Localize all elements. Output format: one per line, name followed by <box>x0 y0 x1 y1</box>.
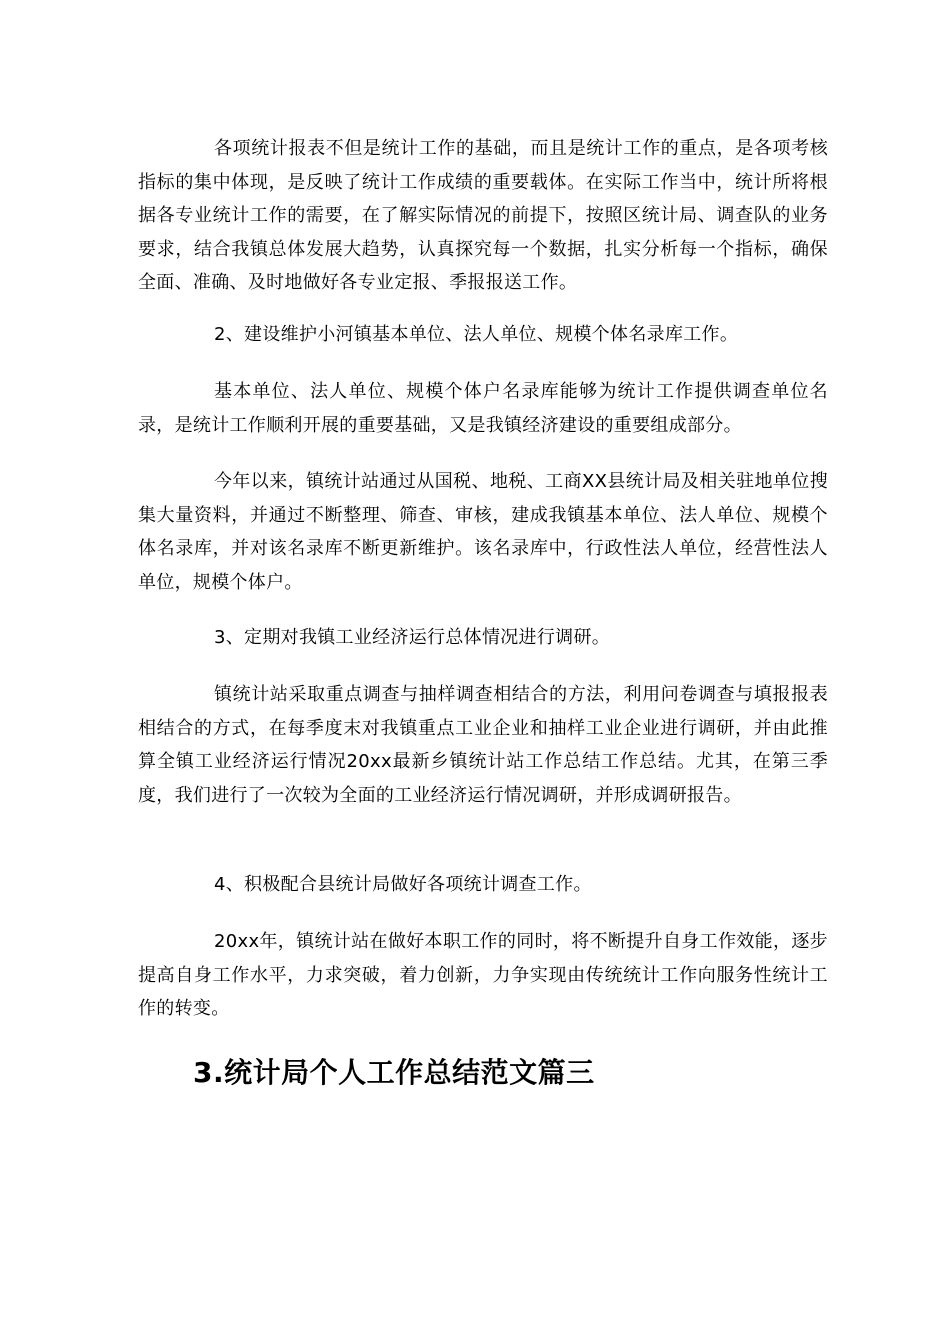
paragraph-20xx-goals: 20xx年，镇统计站在做好本职工作的同时，将不断提升自身工作效能，逐步提高自身工作水平，力求突破，着力创新，力争实现由传统统计工作向服务性统计工作的转变。 <box>138 931 828 1019</box>
paragraph-this-year: 今年以来，镇统计站通过从国税、地税、工商XX县统计局及相关驻地单位搜集大量资料，并通过不断整理、筛查、审核，建成我镇基本单位、法人单位、规模个体名录库，并对该名录库不断更新维护。该名录库中，行政性法人单位，经营性法人单位，规模个体户。 <box>138 471 828 593</box>
paragraph-survey-methods: 镇统计站采取重点调查与抽样调查相结合的方法，利用问卷调查与填报报表相结合的方式，在每季度末对我镇重点工业企业和抽样工业企业进行调研，并由此推算全镇工业经济运行情况20xx最新乡镇统计站工作总结工作总结。尤其，在第三季度，我们进行了一次较为全面的工业经济运行情况调研，并形成调研报告。 <box>138 684 828 806</box>
paragraph-statistical-reports: 各项统计报表不但是统计工作的基础，而且是统计工作的重点，是各项考核指标的集中体现，是反映了统计工作成绩的重要载体。在实际工作当中，统计所将根据各专业统计工作的需要，在了解实际情况的前提下，按照区统计局、调查队的业务要求，结合我镇总体发展大趋势，认真探究每一个数据，扎实分析每一个指标，确保全面、准确、及时地做好各专业定报、季报报送工作。 <box>138 138 828 293</box>
paragraph-item-2-title: 2、建设维护小河镇基本单位、法人单位、规模个体名录库工作。 <box>214 324 739 345</box>
paragraph-item-3-title: 3、定期对我镇工业经济运行总体情况进行调研。 <box>214 627 611 648</box>
section-heading: 3.统计局个人工作总结范文篇三 <box>193 1056 595 1089</box>
paragraph-item-4-title: 4、积极配合县统计局做好各项统计调查工作。 <box>214 874 592 895</box>
paragraph-directory-database: 基本单位、法人单位、规模个体户名录库能够为统计工作提供调查单位名录，是统计工作顺利开展的重要基础，又是我镇经济建设的重要组成部分。 <box>138 381 828 436</box>
